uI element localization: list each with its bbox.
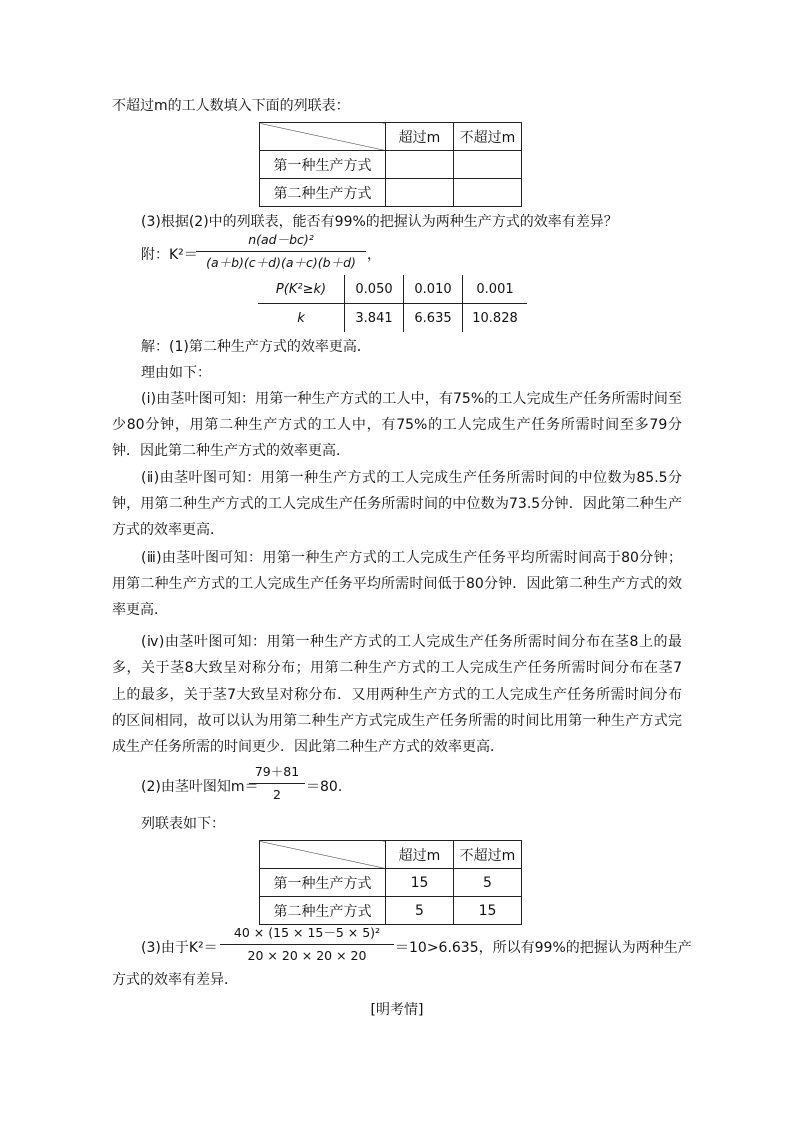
- solution-2-numerator: 79＋81: [254, 764, 300, 779]
- table-cell: 0.050: [345, 275, 404, 304]
- table-cell: 0.001: [463, 275, 528, 304]
- formula-numerator: n(ad－bc)²: [248, 232, 314, 247]
- table-row: [260, 151, 522, 179]
- solution-3-line2: 方式的效率有差异．: [112, 972, 238, 988]
- solution-3-denominator: 20 × 20 × 20 × 20: [247, 948, 367, 963]
- table-cell: 15: [454, 897, 522, 925]
- solution-3-suffix: ＝10>6.635，所以有99%的把握认为两种生产: [395, 940, 692, 956]
- paragraph-i-line: (ⅰ)由茎叶图可知：用第一种生产方式的工人中，有75%的工人完成生产任务所需时间至: [141, 391, 682, 407]
- solution-3-numerator: 40 × (15 × 15－5 × 5)²: [233, 925, 381, 940]
- table-cell: [454, 151, 522, 179]
- paragraph-iv-line: 的区间相同，故可以认为用第二种生产方式完成生产任务所需的时间比用第一种生产方式完: [112, 713, 682, 729]
- paragraph-iii-line: (ⅲ)由茎叶图可知：用第一种生产方式的工人完成生产任务平均所需时间高于80分钟；: [141, 550, 682, 566]
- table-row: [260, 897, 522, 925]
- critical-value-table: [258, 275, 527, 332]
- paragraph-iv-line: 成生产任务所需的时间更少．因此第二种生产方式的效率更高．: [112, 739, 504, 755]
- solution-2-denominator: 2: [273, 787, 281, 802]
- header-not-exceed-m: 不超过m: [454, 841, 522, 869]
- solution-2-prefix: (2)由茎叶图知m＝: [141, 779, 259, 795]
- table-header-row: [260, 841, 522, 869]
- paragraph-iii-line: 率更高．: [112, 602, 168, 618]
- paragraph-i-line: 少80分钟，用第二种生产方式的工人中，有75%的工人完成生产任务所需时间至多79分: [112, 417, 682, 433]
- paragraph-ii-line: 钟，用第二种生产方式的工人完成生产任务所需时间的中位数为73.5分钟．因此第二种生产: [112, 496, 682, 512]
- row-label: 第一种生产方式: [260, 151, 386, 179]
- table-cell: 5: [454, 869, 522, 897]
- table-row: [258, 304, 527, 333]
- fraction-bar: [220, 944, 394, 945]
- question-3: (3)根据(2)中的列联表，能否有99%的把握认为两种生产方式的效率有差异？: [141, 214, 618, 230]
- table-cell: 5: [386, 897, 454, 925]
- table-header-row: [260, 123, 522, 151]
- table-cell: [386, 151, 454, 179]
- table-cell: [386, 179, 454, 207]
- formula-suffix: ，: [367, 247, 381, 263]
- paragraph-iv-line: 上的最多，关于茎7大致呈对称分布．又用两种生产方式的工人完成生产任务所需时间分布: [112, 687, 682, 703]
- paragraph-ii-line: 方式的效率更高．: [112, 522, 224, 538]
- row-label: 第二种生产方式: [260, 897, 386, 925]
- table-cell: 0.010: [404, 275, 463, 304]
- row-label: 第一种生产方式: [260, 869, 386, 897]
- formula-denominator: (a＋b)(c＋d)(a＋c)(b＋d): [206, 255, 356, 270]
- table-cell: 3.841: [345, 304, 404, 333]
- table-row: [260, 869, 522, 897]
- table-row: [258, 275, 527, 304]
- table-cell: 6.635: [404, 304, 463, 333]
- formula-prefix: 附：K²＝: [141, 247, 198, 263]
- footer-heading: [明考情]: [370, 1002, 424, 1018]
- contingency-table-filled: [259, 840, 522, 925]
- paragraph-iv-line: (ⅳ)由茎叶图可知：用第一种生产方式的工人完成生产任务所需时间分布在茎8上的最: [141, 634, 682, 650]
- table-cell: k: [258, 304, 345, 333]
- table-cell: [454, 179, 522, 207]
- paragraph-iii-line: 用第二种生产方式的工人完成生产任务平均所需时间低于80分钟．因此第二种生产方式的效: [112, 576, 682, 592]
- paragraph-iv-line: 多，关于茎8大致呈对称分布；用第二种生产方式的工人完成生产任务所需时间分布在茎7: [112, 660, 682, 676]
- fraction-bar: [249, 783, 305, 784]
- diagonal-header-cell: [260, 841, 386, 869]
- diagonal-header-cell: [260, 123, 386, 151]
- header-exceed-m: 超过m: [386, 123, 454, 151]
- reason-heading: 理由如下：: [141, 365, 211, 381]
- paragraph-i-line: 钟．因此第二种生产方式的效率更高．: [112, 443, 350, 459]
- fraction-bar: [196, 251, 366, 252]
- table-row: [260, 179, 522, 207]
- solution-3-prefix: (3)由于K²＝: [141, 940, 218, 956]
- solution-2-suffix: ＝80.: [306, 779, 343, 795]
- table-cell: 15: [386, 869, 454, 897]
- contingency-table-empty: [259, 122, 522, 207]
- header-exceed-m: 超过m: [386, 841, 454, 869]
- table-intro: 列联表如下：: [141, 816, 225, 832]
- table-cell: 10.828: [472, 310, 518, 326]
- header-not-exceed-m: 不超过m: [454, 123, 522, 151]
- paragraph-ii-line: (ⅱ)由茎叶图可知：用第一种生产方式的工人完成生产任务所需时间的中位数为85.5分: [141, 470, 682, 486]
- row-label: 第二种生产方式: [260, 179, 386, 207]
- intro-text: 不超过m的工人数填入下面的列联表：: [112, 98, 350, 114]
- solution-1: 解：(1)第二种生产方式的效率更高．: [141, 339, 371, 355]
- table-cell: P(K²≥k): [258, 275, 345, 304]
